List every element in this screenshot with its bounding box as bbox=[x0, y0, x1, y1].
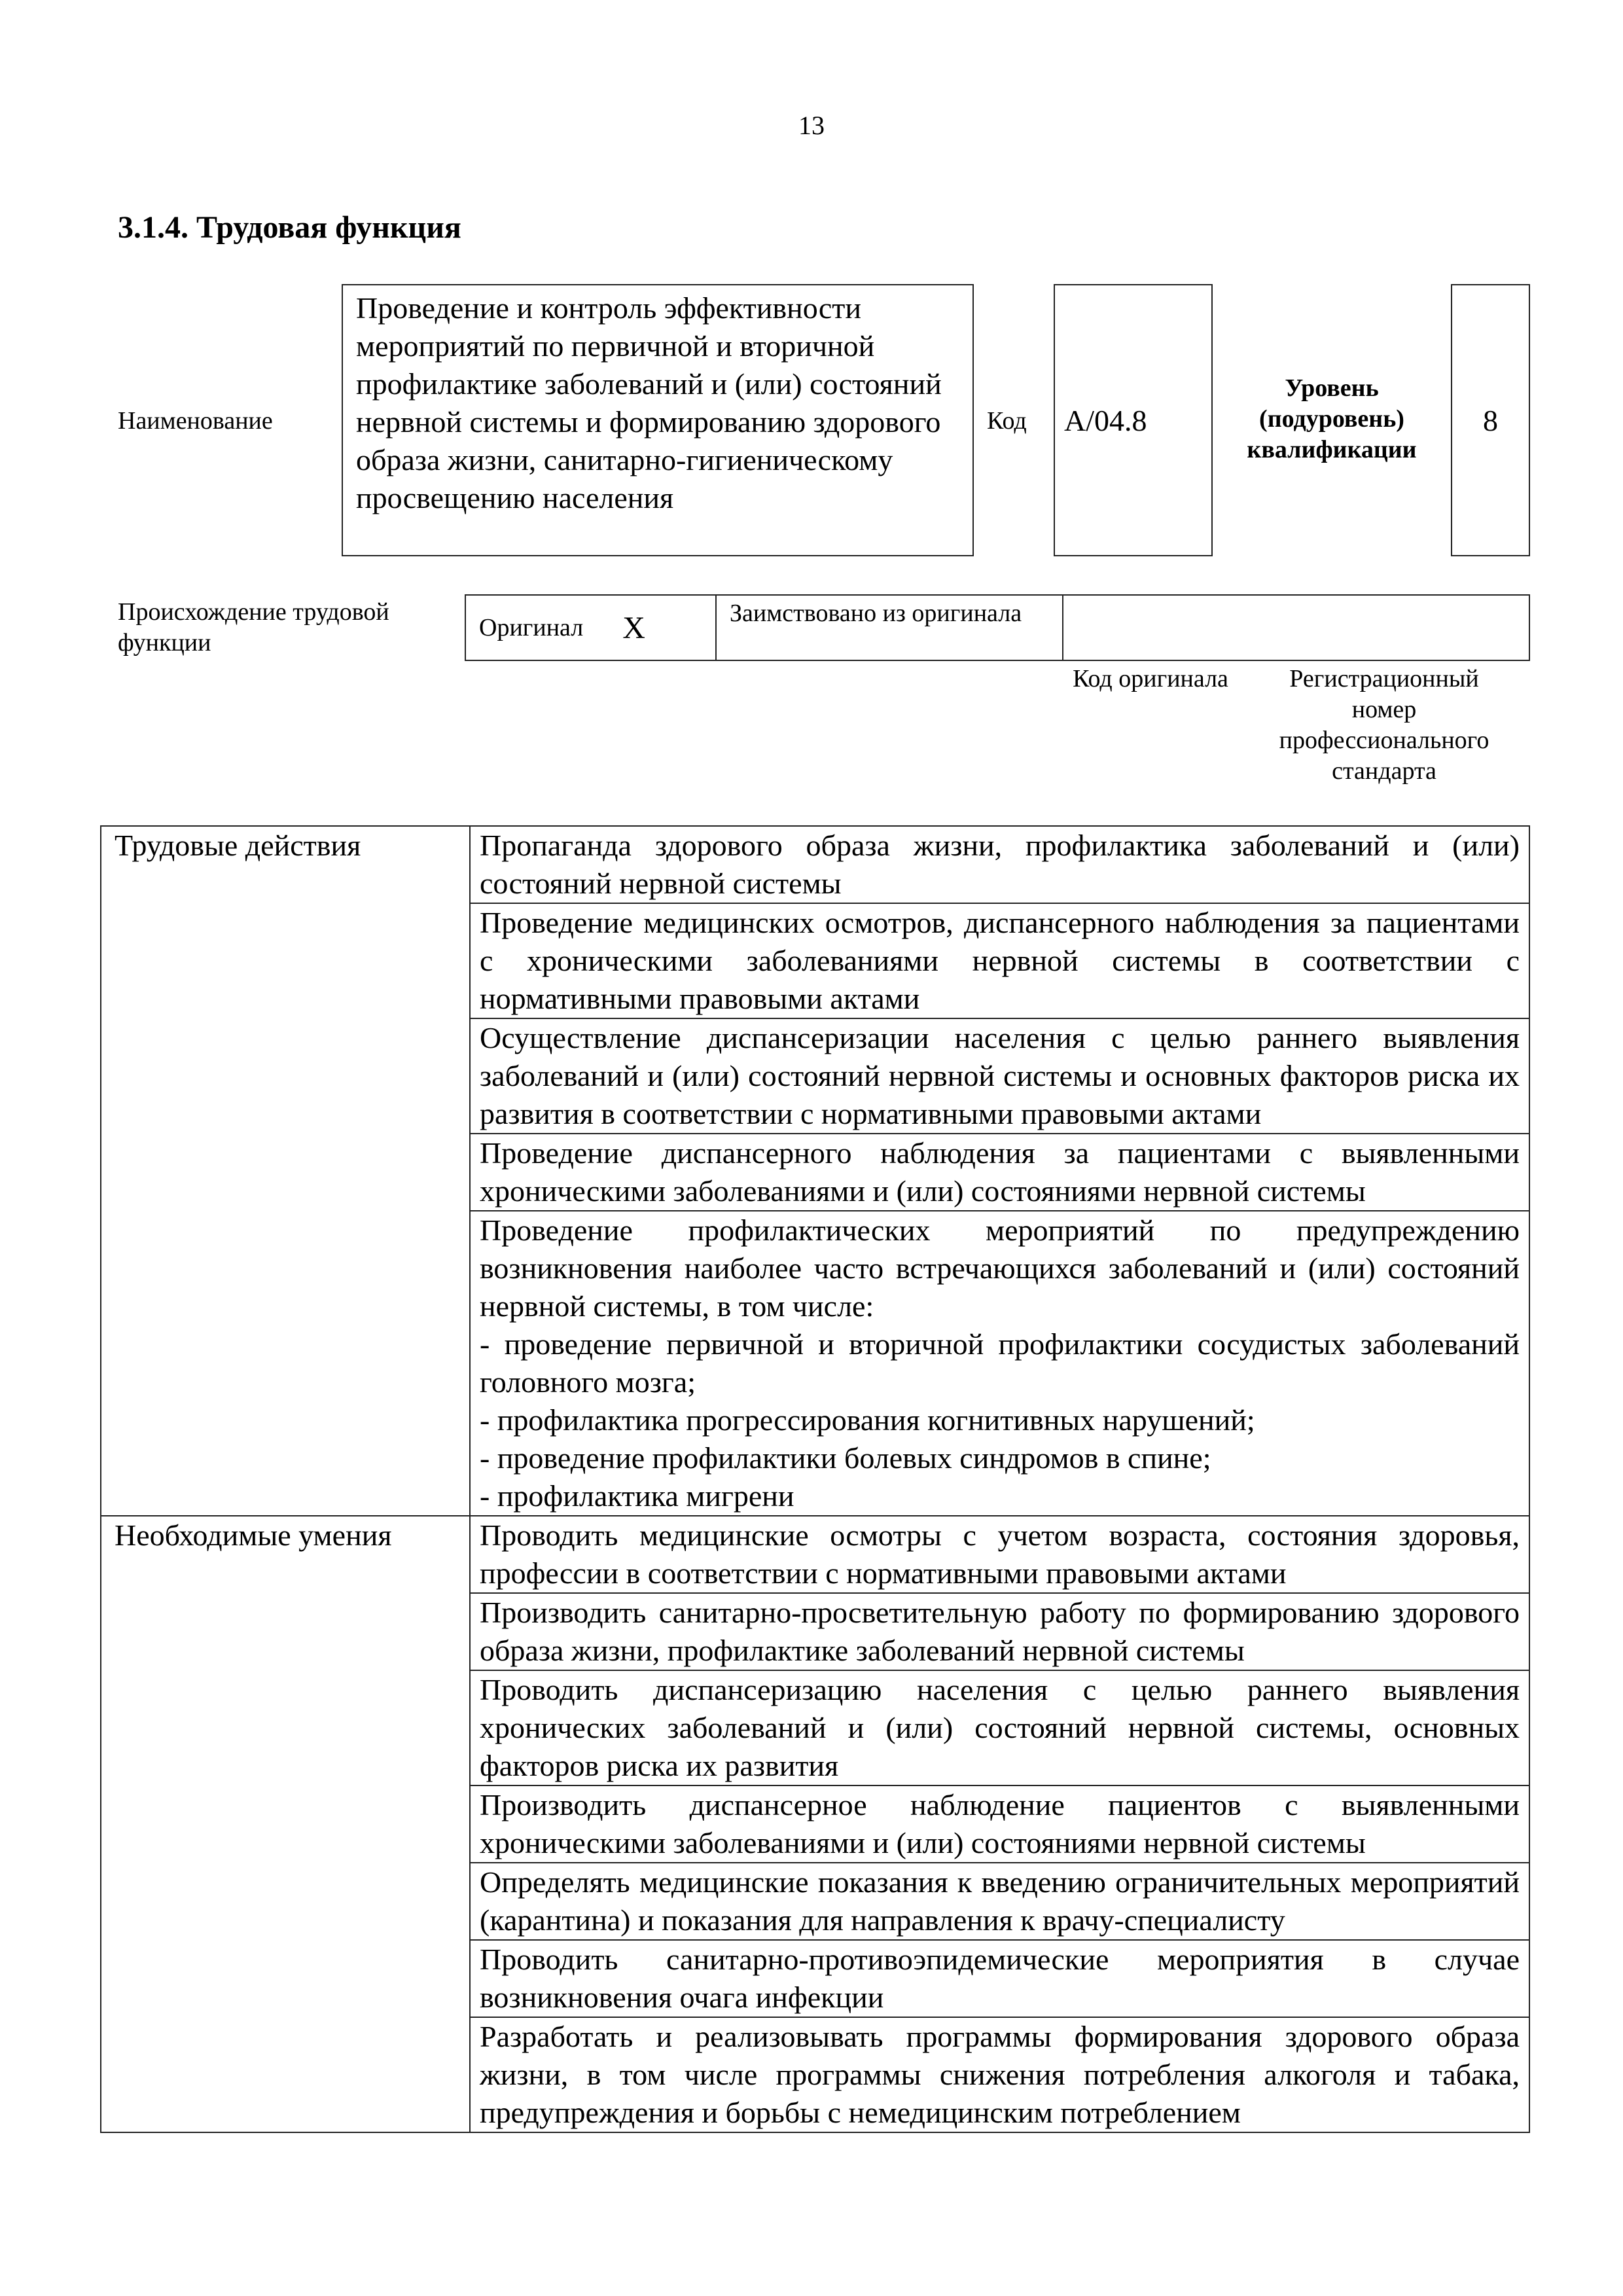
code-value-text: A/04.8 bbox=[1064, 403, 1147, 437]
table-row bbox=[101, 1516, 1529, 1593]
section-item: Проведение профилактических мероприятий по предупреждению возникновения наиболее часто встречающихся заболеваний и (или) состояний нервной системы, в том числе: - проведение первичной и вторичной профилактики сосудистых заболеваний головного мозга; - профилактика прогрессирования когнитивных нарушений; - проведение профилактики болевых синдромов в спине; - профилактика мигрени bbox=[470, 1211, 1529, 1516]
section-label: Трудовые действия bbox=[101, 826, 470, 1516]
origin-row bbox=[465, 594, 1530, 661]
level-value-text: 8 bbox=[1483, 403, 1498, 437]
section-item: Производить диспансерное наблюдение пациентов с выявленными хроническими заболеваниями и (или) состояниями нервной системы bbox=[470, 1785, 1529, 1863]
origin-code-cell bbox=[1063, 596, 1529, 660]
code-label: Код bbox=[987, 407, 1027, 435]
section-label: Необходимые умения bbox=[101, 1516, 470, 2132]
section-heading: 3.1.4. Трудовая функция bbox=[118, 210, 461, 245]
function-name-value: Проведение и контроль эффективности мероприятий по первичной и вторичной профилактике заболеваний и (или) состояний нервной системы и формированию здорового образа жизни, санитарно-гигиеническому просвещению населения bbox=[342, 284, 974, 556]
original-mark: X bbox=[622, 610, 645, 645]
table-row bbox=[101, 826, 1529, 903]
original-label: Оригинал bbox=[479, 613, 584, 641]
origin-original-cell bbox=[466, 596, 717, 660]
reg-number-caption: Регистрационный номер профессионального стандарта bbox=[1279, 665, 1489, 785]
section-item: Осуществление диспансеризации населения с целью раннего выявления заболеваний и (или) состояний нервной системы и основных факторов риска их развития в соответствии с нормативными правовыми актами bbox=[470, 1018, 1529, 1134]
function-table bbox=[100, 825, 1530, 2133]
name-label: Наименование bbox=[118, 407, 273, 435]
section-item: Разработать и реализовывать программы формирования здорового образа жизни, в том числе программы снижения потребления алкоголя и табака, предупреждения и борьбы с немедицинским потреблением bbox=[470, 2017, 1529, 2132]
level-value bbox=[1451, 284, 1530, 556]
section-item: Проводить санитарно-противоэпидемические мероприятия в случае возникновения очага инфекции bbox=[470, 1940, 1529, 2017]
section-item: Производить санитарно-просветительную работу по формированию здорового образа жизни, профилактике заболеваний нервной системы bbox=[470, 1593, 1529, 1670]
code-original-caption: Код оригинала bbox=[1073, 665, 1228, 692]
section-item: Проведение медицинских осмотров, диспансерного наблюдения за пациентами с хроническими заболеваниями нервной системы в соответствии с нормативными правовыми актами bbox=[470, 903, 1529, 1018]
code-value bbox=[1054, 284, 1213, 556]
section-item: Определять медицинские показания к введению ограничительных мероприятий (карантина) и показания для направления к врачу-специалисту bbox=[470, 1863, 1529, 1940]
section-item: Пропаганда здорового образа жизни, профилактика заболеваний и (или) состояний нервной системы bbox=[470, 826, 1529, 903]
section-item: Проводить медицинские осмотры с учетом возраста, состояния здоровья, профессии в соответствии с нормативными правовыми актами bbox=[470, 1516, 1529, 1593]
page-number: 13 bbox=[798, 111, 825, 140]
section-item: Проводить диспансеризацию населения с целью раннего выявления хронических заболеваний и (или) состояний нервной системы, основных факторов риска их развития bbox=[470, 1670, 1529, 1785]
level-label: Уровень (подуровень) квалификации bbox=[1247, 374, 1417, 463]
origin-label: Происхождение трудовой функции bbox=[118, 598, 389, 656]
borrowed-label: Заимствовано из оригинала bbox=[717, 596, 1063, 660]
section-item: Проведение диспансерного наблюдения за пациентами с выявленными хроническими заболеваниями и (или) состояниями нервной системы bbox=[470, 1134, 1529, 1211]
